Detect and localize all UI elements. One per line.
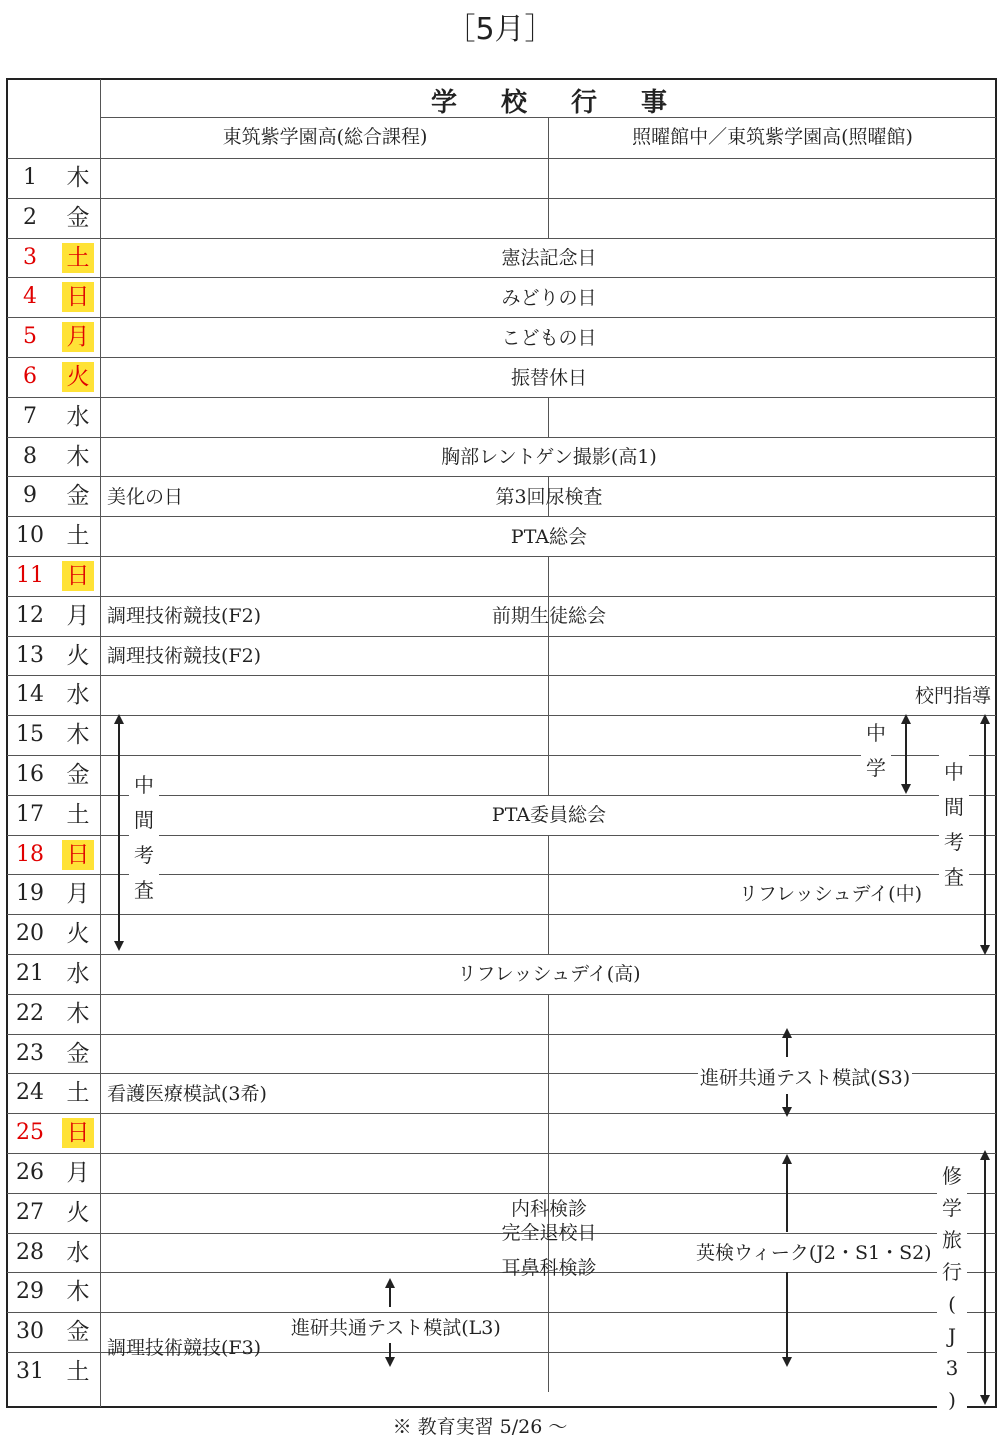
day-of-week: 土 <box>62 243 94 273</box>
day-of-week: 水 <box>66 682 90 709</box>
day-number: 7 <box>23 403 37 429</box>
event-full-dismissal: 完全退校日 <box>501 1222 597 1244</box>
day-of-week: 水 <box>66 403 90 430</box>
day-of-week: 土 <box>66 801 90 828</box>
event-cooking-contest-f2-12: 調理技術競技(F2) <box>107 605 262 627</box>
day-of-week: 日 <box>62 282 94 312</box>
day-of-week: 金 <box>66 483 90 510</box>
event-gate-guidance: 校門指導 <box>914 685 991 707</box>
day-of-week: 木 <box>66 1000 90 1027</box>
day-of-week: 金 <box>66 1040 90 1067</box>
day-of-week: 金 <box>66 1319 90 1346</box>
day-number: 26 <box>16 1160 44 1185</box>
day-number: 28 <box>16 1239 44 1265</box>
event-greenery-day: みどりの日 <box>501 287 597 309</box>
day-number: 30 <box>16 1319 44 1345</box>
day-of-week: 月 <box>66 602 90 629</box>
vertical-char: 間 <box>944 795 964 819</box>
vertical-char: 学 <box>866 756 886 780</box>
event-mock-exam-l3: 進研共通テスト模試(L3) <box>291 1317 501 1339</box>
day-of-week: 木 <box>66 722 90 749</box>
event-cleanup-day: 美化の日 <box>107 486 184 508</box>
event-mock-exam-s3: 進研共通テスト模試(S3) <box>700 1067 911 1089</box>
event-physical-exam: 内科検診 <box>510 1198 587 1220</box>
day-of-week: 木 <box>66 443 90 470</box>
day-of-week: 水 <box>66 961 90 987</box>
day-number: 10 <box>16 523 44 549</box>
header-col-right: 照曜館中／東筑紫学園高(照曜館) <box>632 126 913 148</box>
vertical-char: 査 <box>134 878 154 902</box>
day-of-week: 火 <box>62 362 94 392</box>
day-of-week: 土 <box>66 1080 90 1107</box>
day-number: 4 <box>23 284 37 310</box>
day-number: 12 <box>16 602 44 628</box>
day-of-week: 月 <box>66 1160 90 1186</box>
vertical-char: 修 <box>942 1164 962 1188</box>
day-number: 23 <box>16 1040 44 1066</box>
day-of-week: 木 <box>66 165 90 191</box>
day-number: 27 <box>16 1199 44 1225</box>
day-number: 22 <box>16 1000 44 1026</box>
vertical-char: ) <box>948 1388 956 1412</box>
event-student-assembly: 前期生徒総会 <box>491 605 606 627</box>
day-of-week: 月 <box>66 881 90 908</box>
day-of-week: 日 <box>62 561 94 591</box>
vertical-char: 中 <box>944 760 964 784</box>
day-of-week: 火 <box>66 1199 90 1226</box>
day-of-week: 金 <box>66 204 90 231</box>
day-number: 14 <box>16 682 44 708</box>
day-number: 20 <box>16 921 44 947</box>
vertical-char: ( <box>948 1292 956 1316</box>
event-cooking-contest-f2-13: 調理技術競技(F2) <box>107 645 262 667</box>
day-of-week: 土 <box>66 1359 90 1385</box>
day-number: 2 <box>23 204 37 230</box>
event-ent-exam: 耳鼻科検診 <box>501 1257 597 1279</box>
event-cooking-contest-f3: 調理技術競技(F3) <box>107 1337 262 1359</box>
event-refresh-day-hs: リフレッシュデイ(高) <box>457 963 641 985</box>
day-of-week: 火 <box>66 921 90 948</box>
day-of-week: 水 <box>66 1239 90 1266</box>
vertical-char: 学 <box>942 1196 962 1220</box>
vertical-char: 3 <box>945 1356 959 1380</box>
day-number: 31 <box>16 1359 44 1384</box>
day-number: 15 <box>16 722 44 748</box>
day-number: 3 <box>23 244 37 270</box>
footnote: ※ 教育実習 5/26 ～ <box>392 1416 568 1438</box>
event-urine-test: 第3回尿検査 <box>495 486 603 508</box>
event-nursing-mock: 看護医療模試(3希) <box>107 1083 267 1105</box>
day-number: 18 <box>16 841 44 867</box>
day-number: 5 <box>23 324 37 350</box>
event-refresh-day-jhs: リフレッシュデイ(中) <box>738 883 922 905</box>
header-col-left: 東筑紫学園高(総合課程) <box>222 126 428 148</box>
day-number: 21 <box>16 961 44 986</box>
day-of-week: 金 <box>66 762 90 788</box>
day-number: 29 <box>16 1279 44 1305</box>
event-substitute-holiday: 振替休日 <box>510 367 587 389</box>
header-school-events: 学校行事 <box>430 88 711 118</box>
event-constitution-day: 憲法記念日 <box>501 247 597 269</box>
day-of-week: 月 <box>62 322 94 352</box>
day-number: 16 <box>16 762 44 787</box>
day-number: 13 <box>16 642 44 668</box>
day-number: 17 <box>16 801 44 827</box>
day-number: 19 <box>16 881 44 907</box>
vertical-char: 間 <box>134 808 154 832</box>
vertical-char: 査 <box>944 865 964 889</box>
day-of-week: 日 <box>62 840 94 870</box>
vertical-char: 中 <box>134 773 154 797</box>
day-number: 24 <box>16 1080 44 1106</box>
event-childrens-day: こどもの日 <box>501 327 597 349</box>
day-of-week: 木 <box>66 1279 90 1306</box>
vertical-char: 旅 <box>942 1228 962 1252</box>
vertical-char: 中 <box>866 721 886 745</box>
event-pta-committee: PTA委員総会 <box>491 804 607 826</box>
event-eiken-week: 英検ウィーク(J2・S1・S2) <box>696 1242 932 1264</box>
day-number: 6 <box>23 364 37 389</box>
day-of-week: 土 <box>66 523 90 550</box>
vertical-char: J <box>947 1324 957 1348</box>
day-of-week: 火 <box>66 642 90 669</box>
day-number: 1 <box>23 165 37 190</box>
vertical-char: 考 <box>134 843 154 867</box>
day-number: 9 <box>23 483 37 509</box>
event-chest-xray: 胸部レントゲン撮影(高1) <box>441 446 657 468</box>
page-title: ［5月］ <box>445 12 555 47</box>
day-number: 25 <box>16 1120 44 1146</box>
day-number: 11 <box>16 563 44 588</box>
vertical-char: 考 <box>944 830 964 854</box>
event-pta-general: PTA総会 <box>510 526 588 548</box>
day-of-week: 日 <box>62 1118 94 1148</box>
day-number: 8 <box>23 443 37 469</box>
vertical-char: 行 <box>942 1260 962 1284</box>
